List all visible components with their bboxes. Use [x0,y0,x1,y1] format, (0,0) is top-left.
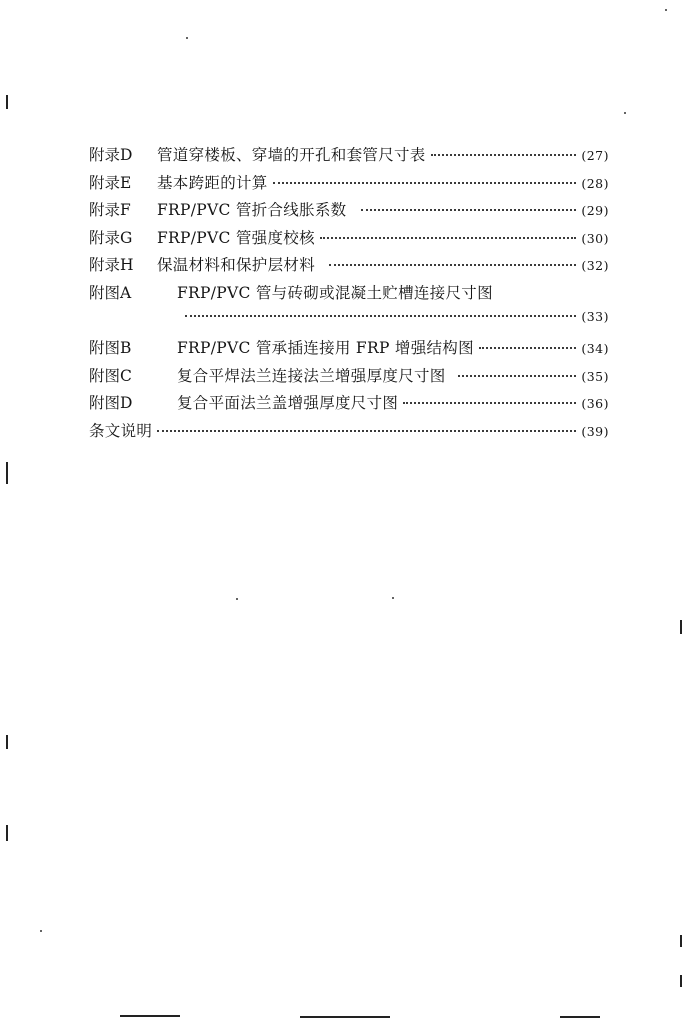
toc-entry-label: 附图B [89,339,132,358]
toc-entry-page: (28) [581,175,609,191]
toc-entry-appendix-g [89,226,609,254]
toc-entry-figure-c [89,364,609,392]
toc-entry-label: 附录G [89,228,133,247]
toc-entry-page: (36) [581,396,609,412]
toc-entry-appendix-d [89,143,609,171]
toc-entry-title: FRP/PVC 管折合线胀系数 [157,201,347,220]
toc-entry-page: (27) [581,148,609,163]
toc-entry-title: 保温材料和保护层材料 [157,256,316,275]
scan-edge-mark [6,462,8,484]
dot-leader [458,374,577,377]
dot-leader [479,346,576,349]
scan-speck [624,112,626,114]
toc-entry-label: 附录D [89,146,133,164]
dot-leader [273,181,577,184]
toc-entry-label: 附录F [89,201,131,220]
toc-entry-page: (34) [581,341,609,357]
toc-entry-page: (32) [581,258,609,274]
scan-speck [40,930,42,932]
dot-leader [361,208,577,211]
scan-edge-mark [120,1015,180,1017]
toc-entry-title: 基本跨距的计算 [157,173,268,192]
toc-entry-title: 管道穿楼板、穿墙的开孔和套管尺寸表 [157,146,426,164]
toc-entry-figure-b [89,336,609,364]
toc-entry-title: FRP/PVC 管强度校核 [157,228,315,247]
toc-entry-label: 条文说明 [89,421,153,440]
scan-edge-mark [680,620,682,634]
toc-entry-appendix-f [89,198,609,226]
toc-entry-title: FRP/PVC 管与砖砌或混凝土贮槽连接尺寸图 [177,283,493,302]
toc-entry-label: 附录H [89,256,134,275]
toc-entry-figure-a [89,281,609,309]
scan-edge-mark [6,95,8,109]
scan-speck [186,37,188,39]
toc-entry-appendix-e [89,171,609,199]
toc-entry-page: (35) [581,368,609,384]
toc-entry-title: 复合平面法兰盖增强厚度尺寸图 [177,394,399,413]
scan-edge-mark [680,935,682,947]
toc-entry-label: 附图A [89,283,132,302]
scan-edge-mark [300,1016,390,1018]
toc-entry-figure-d [89,391,609,419]
toc-entry-page: (29) [581,203,609,219]
toc-entry-label: 附图D [89,394,133,413]
toc-entry-figure-a-continuation [89,309,609,337]
dot-leader [329,263,576,266]
dot-leader [320,236,576,239]
dot-leader [185,314,576,317]
scan-speck [236,598,238,600]
scan-speck [392,597,394,599]
scan-edge-mark [680,975,682,987]
toc-entry-title: FRP/PVC 管承插连接用 FRP 增强结构图 [177,339,474,358]
toc-entry-page: (39) [581,423,609,439]
toc-entry-label: 附图C [89,366,132,385]
toc-entry-page: (33) [581,308,609,324]
dot-leader [403,401,576,404]
toc-entry-title: 复合平焊法兰连接法兰增强厚度尺寸图 [177,366,446,385]
toc-entry-appendix-h [89,253,609,281]
dot-leader [157,429,576,432]
toc-entry-explanation [89,419,609,447]
scan-edge-mark [6,735,8,749]
toc-entry-page: (30) [581,230,609,246]
scan-speck [665,9,667,11]
toc-entry-label: 附录E [89,173,132,192]
scan-edge-mark [6,825,8,841]
table-of-contents [89,143,609,447]
dot-leader [431,153,577,156]
scan-edge-mark [560,1016,600,1018]
